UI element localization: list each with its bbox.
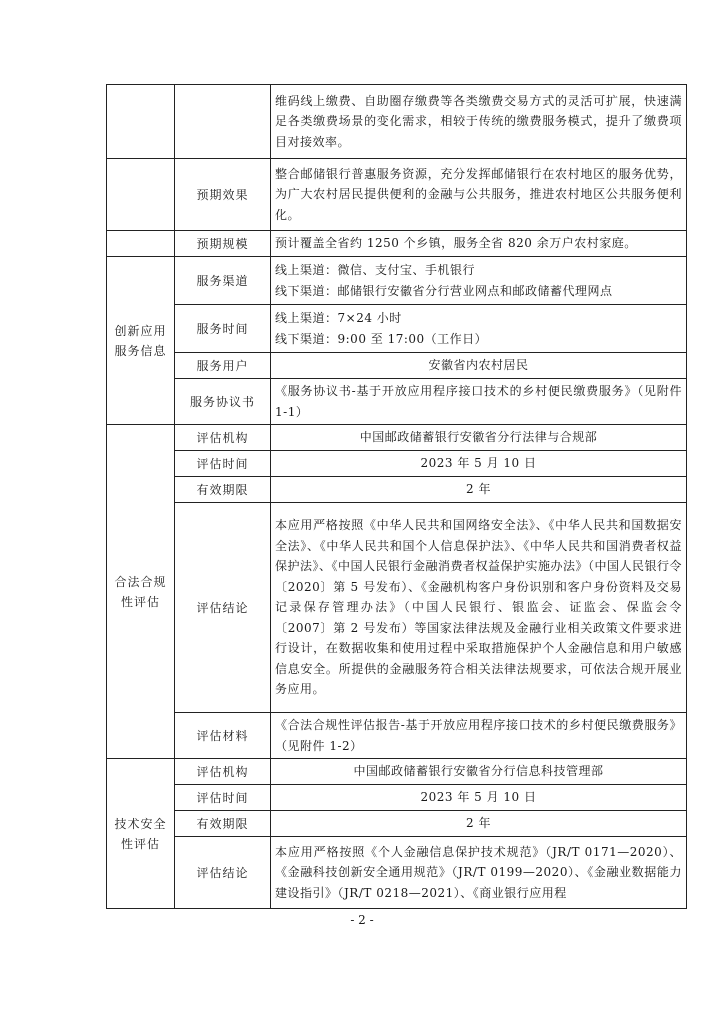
table-row — [107, 837, 687, 909]
table-row — [107, 379, 687, 425]
row-label: 评估时间 — [175, 785, 271, 811]
row-label: 评估机构 — [175, 759, 271, 785]
content-line: 线上渠道：微信、支付宝、手机银行 — [275, 263, 476, 277]
content-line: 线上渠道：7×24 小时 — [275, 311, 402, 325]
content-line: 线下渠道：9:00 至 17:00（工作日） — [275, 331, 488, 346]
table-row — [107, 713, 687, 759]
section-label-line: 服务信息 — [114, 343, 167, 358]
section-label-line: 性评估 — [120, 836, 160, 851]
row-label: 评估结论 — [175, 837, 271, 909]
row-label: 评估机构 — [175, 425, 271, 451]
row-content: 中国邮政储蓄银行安徽省分行法律与合规部 — [271, 425, 687, 451]
row-content: 维码线上缴费、自助圈存缴费等各类缴费交易方式的灵活可扩展，快速满足各类缴费场景的变化需求，相较于传统的缴费服务模式，提升了缴费项目对接效率。 — [271, 85, 687, 159]
row-content — [271, 257, 687, 305]
table-row — [107, 811, 687, 837]
row-content: 整合邮储银行普惠服务资源，充分发挥邮储银行在农村地区的服务优势，为广大农村居民提供便利的金融与公共服务，推进农村地区公共服务便利化。 — [271, 159, 687, 231]
row-label: 评估时间 — [175, 451, 271, 477]
row-label: 预期规模 — [175, 231, 271, 257]
row-label: 评估材料 — [175, 713, 271, 759]
section-cell-continued — [107, 231, 175, 257]
table-row — [107, 159, 687, 231]
section-cell-continued — [107, 85, 175, 159]
table-row — [107, 257, 687, 305]
table-row — [107, 353, 687, 379]
row-content — [271, 305, 687, 353]
section-label-service-info — [107, 257, 175, 425]
row-label: 有效期限 — [175, 477, 271, 503]
row-content: 2023 年 5 月 10 日 — [271, 451, 687, 477]
section-label-line: 技术安全 — [114, 816, 167, 831]
page-number: - 2 - — [350, 913, 374, 927]
row-content: 《服务协议书-基于开放应用程序接口技术的乡村便民缴费服务》（见附件 1-1） — [271, 379, 687, 425]
row-label: 服务时间 — [175, 305, 271, 353]
table-row — [107, 503, 687, 713]
row-content: 2 年 — [271, 477, 687, 503]
table-row — [107, 305, 687, 353]
row-content: 《合法合规性评估报告-基于开放应用程序接口技术的乡村便民缴费服务》（见附件 1-2） — [271, 713, 687, 759]
info-table — [106, 84, 687, 909]
row-label: 服务渠道 — [175, 257, 271, 305]
row-label: 预期效果 — [175, 159, 271, 231]
section-label-legal-compliance — [107, 425, 175, 759]
table-row — [107, 85, 687, 159]
row-label: 评估结论 — [175, 503, 271, 713]
row-label: 有效期限 — [175, 811, 271, 837]
row-content: 2 年 — [271, 811, 687, 837]
table-row — [107, 231, 687, 257]
row-label: 服务协议书 — [175, 379, 271, 425]
row-label-continued — [175, 85, 271, 159]
section-label-line: 创新应用 — [114, 323, 167, 338]
content-line: 线下渠道：邮储银行安徽省分行营业网点和邮政储蓄代理网点 — [275, 283, 613, 298]
table-row — [107, 759, 687, 785]
table-row — [107, 425, 687, 451]
row-content: 安徽省内农村居民 — [271, 353, 687, 379]
row-label: 服务用户 — [175, 353, 271, 379]
row-content: 2023 年 5 月 10 日 — [271, 785, 687, 811]
table-row — [107, 785, 687, 811]
section-label-line: 合法合规 — [114, 574, 167, 589]
section-label-tech-security — [107, 759, 175, 909]
section-cell-continued — [107, 159, 175, 231]
row-content: 中国邮政储蓄银行安徽省分行信息科技管理部 — [271, 759, 687, 785]
row-content: 本应用严格按照《个人金融信息保护技术规范》（JR/T 0171—2020）、《金融科技创新安全通用规范》（JR/T 0199—2020）、《金融业数据能力建设指引》（JR/T 0218—2021）、《商业银行应用程 — [271, 837, 687, 909]
table-row — [107, 477, 687, 503]
row-content: 本应用严格按照《中华人民共和国网络安全法》、《中华人民共和国数据安全法》、《中华人民共和国个人信息保护法》、《中华人民共和国消费者权益保护法》、《中国人民银行金融消费者权益保护实施办法》（中国人民银行令〔2020〕第 5 号发布）、《金融机构客户身份识别和客户身份资料及交易记录保存管理办法》（中国人民银行、银监会、证监会、保监会令〔2007〕第 2 号发布）等国家法律法规及金融行业相关政策文件要求进行设计，在数据收集和使用过程中采取措施保护个人金融信息和用户敏感信息安全。所提供的金融服务符合相关法律法规要求，可依法合规开展业务应用。 — [271, 503, 687, 713]
row-content: 预计覆盖全省约 1250 个乡镇，服务全省 820 余万户农村家庭。 — [271, 231, 687, 257]
section-label-line: 性评估 — [120, 594, 160, 609]
table-row — [107, 451, 687, 477]
